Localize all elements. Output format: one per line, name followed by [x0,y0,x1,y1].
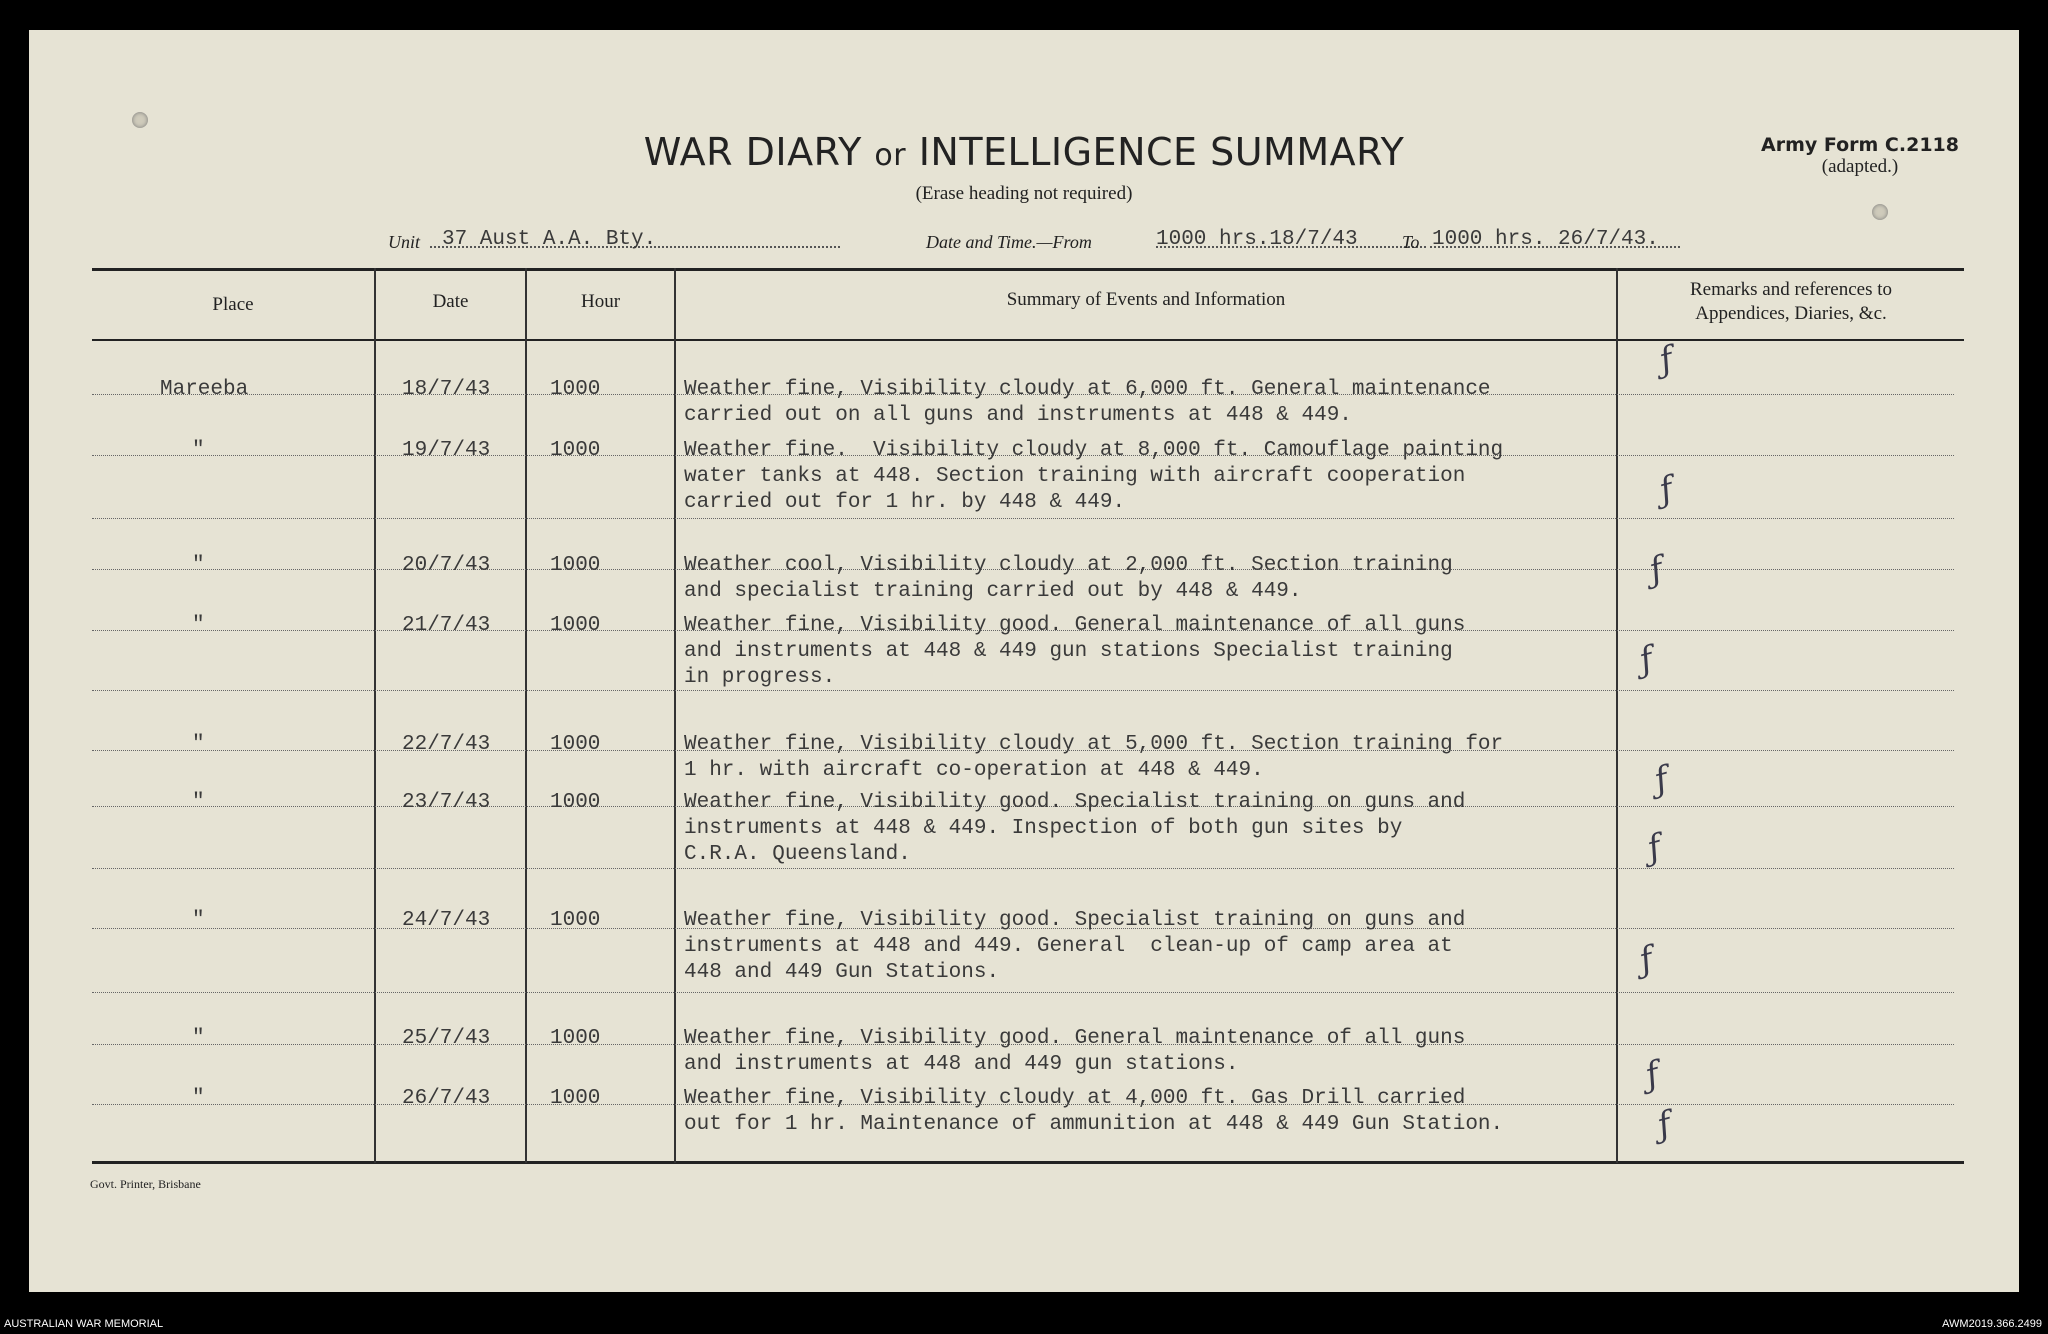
table-top-rule [92,268,1964,271]
handwritten-initials: ƒ [1641,1054,1664,1096]
table-bottom-rule [92,1161,1964,1164]
column-divider [674,268,676,1163]
row-rule [92,518,1954,519]
summary-line: instruments at 448 and 449. General clean-up of camp area at [684,935,1453,958]
title-or: or [874,138,907,173]
row-hour: 1000 [550,614,601,637]
row-date: 25/7/43 [402,1027,491,1050]
summary-line: Weather fine, Visibility cloudy at 4,000 ft. Gas Drill carried [684,1087,1466,1110]
row-hour: 1000 [550,791,601,814]
to-label: To [1402,232,1420,252]
summary-line: 448 and 449 Gun Stations. [684,961,1000,984]
row-date: 21/7/43 [402,614,491,637]
summary-line: instruments at 448 & 449. Inspection of both gun sites by [684,817,1403,840]
row-place: " [192,733,205,756]
printer-imprint: Govt. Printer, Brisbane [90,1177,201,1191]
header-place: Place [212,294,254,315]
summary-line: Weather fine, Visibility good. General maintenance of all guns [684,614,1466,637]
unit-label: Unit [388,232,421,252]
header-remarks-line2: Appendices, Diaries, &c. [1695,303,1887,324]
datetime-label: Date and Time.—From [926,232,1092,252]
handwritten-initials: ƒ [1643,827,1666,869]
summary-line: carried out on all guns and instruments at 448 & 449. [684,404,1352,427]
row-rule [92,690,1954,691]
row-place: Mareeba [160,378,249,401]
row-place: " [192,1027,205,1050]
row-hour: 1000 [550,733,601,756]
from-value: 1000 hrs.18/7/43 [1156,228,1358,251]
punch-hole [1872,204,1888,220]
handwritten-initials: ƒ [1635,939,1658,981]
column-divider [374,268,376,1163]
column-divider [525,268,527,1163]
row-place: " [192,791,205,814]
row-date: 22/7/43 [402,733,491,756]
row-place: " [192,554,205,577]
column-divider [1616,268,1618,1163]
row-date: 18/7/43 [402,378,491,401]
footer-institution: AUSTRALIAN WAR MEMORIAL [4,1318,164,1330]
handwritten-initials: ƒ [1650,759,1673,801]
form-subtitle: (Erase heading not required) [915,183,1133,204]
summary-line: Weather fine, Visibility cloudy at 5,000 ft. Section training for [684,733,1504,756]
row-hour: 1000 [550,378,601,401]
row-hour: 1000 [550,1087,601,1110]
row-date: 26/7/43 [402,1087,491,1110]
table-header-rule [92,339,1964,341]
to-value: 1000 hrs. 26/7/43. [1432,228,1659,251]
summary-line: carried out for 1 hr. by 448 & 449. [684,491,1126,514]
summary-line: Weather cool, Visibility cloudy at 2,000 ft. Section training [684,554,1453,577]
summary-line: Weather fine, Visibility good. General maintenance of all guns [684,1027,1466,1050]
row-hour: 1000 [550,1027,601,1050]
summary-line: Weather fine, Visibility cloudy at 6,000 ft. General maintenance [684,378,1491,401]
summary-line: Weather fine, Visibility good. Specialist training on guns and [684,791,1466,814]
handwritten-initials: ƒ [1655,339,1678,381]
row-place: " [192,1087,205,1110]
handwritten-initials: ƒ [1655,469,1678,511]
header-summary: Summary of Events and Information [1006,289,1286,310]
title-part2: INTELLIGENCE SUMMARY [918,130,1405,174]
army-form-number: Army Form C.2118 [1761,134,1959,156]
row-hour: 1000 [550,439,601,462]
summary-line: Weather fine, Visibility good. Specialist training on guns and [684,909,1466,932]
row-date: 20/7/43 [402,554,491,577]
summary-line: and instruments at 448 & 449 gun stations Specialist training [684,640,1453,663]
header-remarks [1618,278,1964,326]
punch-hole [132,112,148,128]
handwritten-initials: ƒ [1645,549,1668,591]
army-form-note: (adapted.) [1821,156,1899,177]
row-rule [92,992,1954,993]
summary-line: in progress. [684,666,836,689]
summary-line: 1 hr. with aircraft co-operation at 448 & 449. [684,759,1264,782]
row-rule [92,868,1954,869]
title-part1: WAR DIARY [643,130,862,174]
row-place: " [192,909,205,932]
handwritten-initials: ƒ [1635,639,1658,681]
header-date: Date [432,291,469,312]
footer-accession: AWM2019.366.2499 [1942,1318,2042,1330]
summary-line: Weather fine. Visibility cloudy at 8,000 ft. Camouflage painting [684,439,1504,462]
row-place: " [192,439,205,462]
summary-line: and instruments at 448 and 449 gun stations. [684,1053,1239,1076]
row-hour: 1000 [550,554,601,577]
row-date: 24/7/43 [402,909,491,932]
unit-value: 37 Aust A.A. Bty. [442,228,657,251]
army-form-label [1740,134,1980,178]
header-hour: Hour [580,291,621,312]
row-place: " [192,614,205,637]
summary-line: water tanks at 448. Section training with aircraft cooperation [684,465,1466,488]
summary-line: out for 1 hr. Maintenance of ammunition at 448 & 449 Gun Station. [684,1113,1504,1136]
summary-line: and specialist training carried out by 448 & 449. [684,580,1302,603]
row-date: 19/7/43 [402,439,491,462]
handwritten-initials: ƒ [1653,1104,1676,1146]
row-hour: 1000 [550,909,601,932]
row-date: 23/7/43 [402,791,491,814]
header-remarks-line1: Remarks and references to [1689,279,1893,300]
summary-line: C.R.A. Queensland. [684,843,911,866]
